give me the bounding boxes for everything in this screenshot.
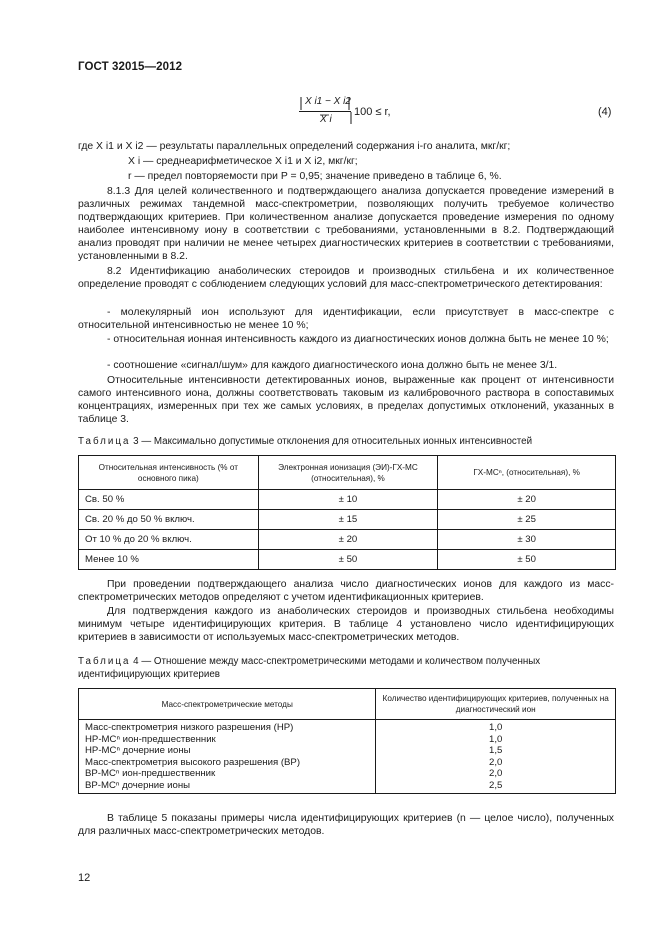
paragraph-confirmation: При проведении подтверждающего анализа число диагностических ионов для каждого из масс-спектрометрических методов определяют с учетом идентификационных критериев. [78,579,614,604]
table-header-cell: Электронная ионизация (ЭИ)-ГХ-МС (относительная), % [258,456,438,490]
table-cell: 1,0 1,0 1,5 2,0 2,0 2,5 [376,720,616,794]
table-row [79,510,616,530]
table-cell: ± 30 [438,530,616,550]
formula-numerator: X i1 − X i2 [305,96,351,107]
table-header-cell: Относительная интенсивность (% от основного пика) [79,456,259,490]
table-header-cell: ГХ-МСⁿ, (относительная), % [438,456,616,490]
table-header-cell: Количество идентифицирующих критериев, полученных на диагностический ион [376,689,616,720]
table-cell: Менее 10 % [79,550,259,570]
standard-header: ГОСТ 32015—2012 [78,61,183,73]
paragraph-table-5-ref: В таблице 5 показаны примеры числа идентифицирующих критериев (n — целое число), полученных для различных масс-спектрометрических методов. [78,813,614,838]
bullet-3: - соотношение «сигнал/шум» для каждого диагностического иона должно быть не менее 3/1. [107,360,558,371]
table-header-row [79,689,616,720]
table-3 [78,455,616,570]
formula-number: (4) [598,106,612,118]
table-cell: Св. 50 % [79,490,259,510]
formula-rest: 100 ≤ r, [354,106,391,118]
table-3-caption: Таблица 3 — Максимально допустимые отклонения для относительных ионных интенсивностей [78,436,533,447]
table-row [79,530,616,550]
paragraph-8-2: 8.2 Идентификацию анаболических стероидов и производных стильбена и их количественное определение проводят с соблюдением следующих условий для масс-спектрометрического детектирования: [78,266,614,291]
definition-line-2: X i — среднеарифметическое X i1 и X i2, мкг/кг; [128,156,358,167]
table-cell: Масс-спектрометрия низкого разрешения (НР) НР-МСⁿ ион-предшественник НР-МСⁿ дочерние ионы Масс-спектрометрия высокого разрешения (ВР) ВР-МСⁿ ион-предшественник ВР-МСⁿ дочерние ионы [79,720,376,794]
table-4 [78,688,616,794]
bullet-2: - относительная ионная интенсивность каждого из диагностических ионов должна быть не менее 10 %; [107,334,609,345]
table-cell: ± 20 [438,490,616,510]
table-row [79,720,616,794]
definition-line-1: где X i1 и X i2 — результаты параллельных определений содержания i-го аналита, мкг/кг; [78,141,511,152]
paragraph-relative-intensity: Относительные интенсивности детектированных ионов, выраженные как процент от интенсивности самого интенсивного иона, должны соответствовать таковым из калибровочного раствора в сопоставимых концентрациях, измеренных при тех же самых условиях, в пределах допустимых отклонений, указанных в таблице 3. [78,375,614,426]
table-cell: ± 15 [258,510,438,530]
table-cell: ± 50 [258,550,438,570]
table-cell: ± 25 [438,510,616,530]
table-row [79,490,616,510]
table-cell: ± 20 [258,530,438,550]
table-cell: Св. 20 % до 50 % включ. [79,510,259,530]
paragraph-8-1-3: 8.1.3 Для целей количественного и подтверждающего анализа допускается проведение измерений в различных режимах тандемной масс-спектрометрии, позволяющих получить требуемое количество подтверждающих критериев. При количественном анализе допускается проведение измерения по одному наиболее интенсивному иону в соответствии с требованиями, установленными в 8.2. Подтверждающий анализ проводят при наличии не менее четырех диагностических критериев в соответствии с требованиями, установленными в 8.2. [78,186,614,263]
paragraph-minimum-criteria: Для подтверждения каждого из анаболических стероидов и производных стильбена необходимы минимум четыре идентифицирующих критерия. В таблице 4 установлено число идентифицирующих критериев в зависимости от используемых масс-спектрометрических методов. [78,606,614,644]
formula-denominator: X i [320,114,332,125]
table-row [79,550,616,570]
page-number: 12 [78,872,91,884]
table-header-cell: Масс-спектрометрические методы [79,689,376,720]
definition-line-3: r — предел повторяемости при P = 0,95; значение приведено в таблице 6, %. [128,171,502,182]
table-cell: ± 10 [258,490,438,510]
table-cell: ± 50 [438,550,616,570]
table-4-caption: Таблица 4 — Отношение между масс-спектрометрическими методами и количеством полученных идентифицирующих критериев [78,656,541,680]
bullet-1: - молекулярный ион используют для идентификации, если присутствует в масс-спектре с относительной интенсивностью не менее 10 %; [78,307,614,332]
table-cell: От 10 % до 20 % включ. [79,530,259,550]
table-header-row [79,456,616,490]
